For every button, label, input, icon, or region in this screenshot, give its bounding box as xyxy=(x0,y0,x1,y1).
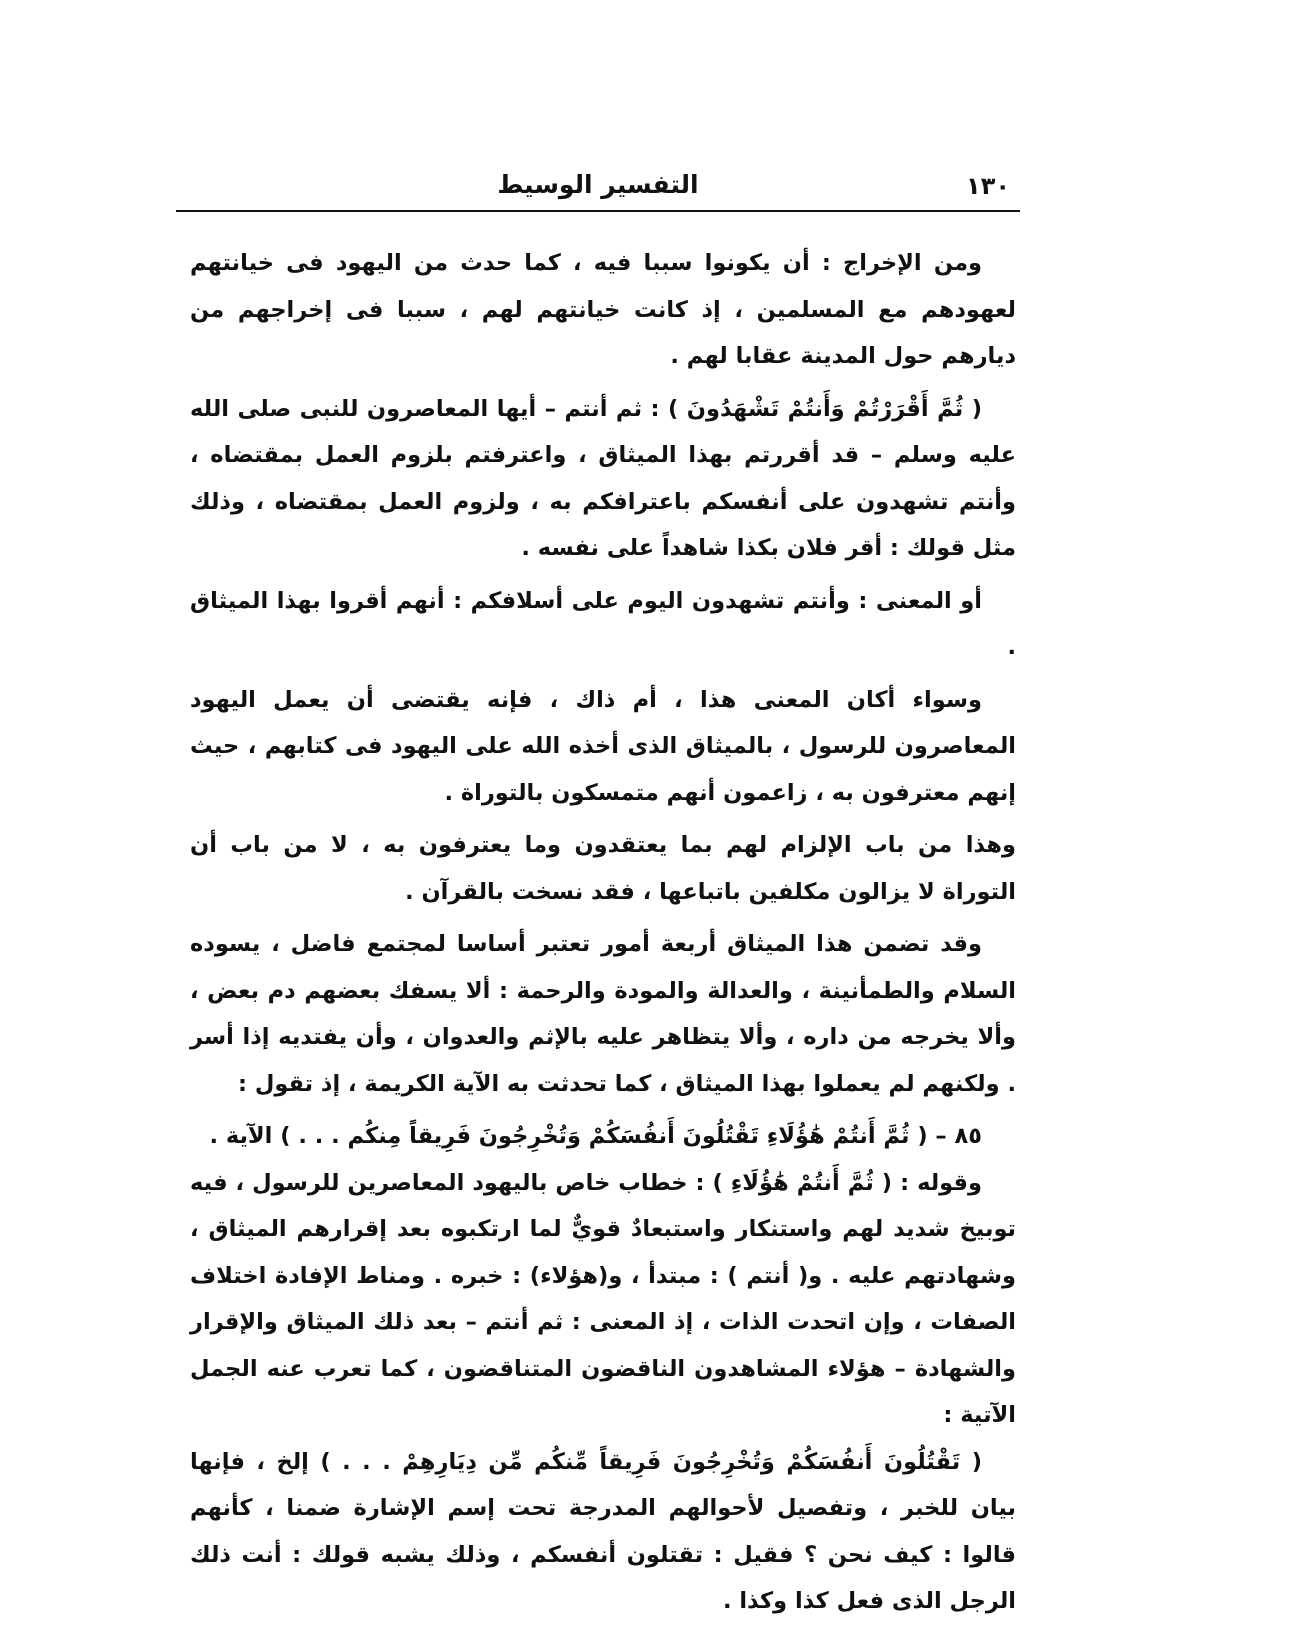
page-number: ١٣٠ xyxy=(966,172,1010,200)
page-header xyxy=(176,168,1020,208)
paragraph: ومن الإخراج : أن يكونوا سببا فيه ، كما حدث من اليهود فى خيانتهم لعهودهم مع المسلمين ، إذ كانت خيانتهم لهم ، سببا فى إخراجهم من ديارهم حول المدينة عقابا لهم . xyxy=(190,250,1016,369)
paragraph: وقد تضمن هذا الميثاق أربعة أمور تعتبر أساسا لمجتمع فاضل ، يسوده السلام والطمأنينة ، والعدالة والمودة والرحمة : ألا يسفك بعضهم دم بعض ، وألا يخرجه من داره ، وألا يتظاهر عليه بالإثم والعدوان ، وأن يفتديه إذا أسر . ولكنهم لم يعملوا بهذا الميثاق ، كما تحدثت به الآية الكريمة ، إذ تقول : xyxy=(190,931,1016,1097)
paragraph: وقوله : ( ثُمَّ أَنتُمْ هَٰؤُلَاءِ ) : خطاب خاص باليهود المعاصرين للرسول ، فيه توبيخ شديد لهم واستنكار واستبعادٌ قويٌّ لما ارتكبوه بعد إقرارهم الميثاق ، وشهادتهم عليه . و( أنتم ) : مبتدأ ، و(هؤلاء) : خبره . ومناط الإفادة اختلاف الصفات ، وإن اتحدت الذات ، إذ المعنى : ثم أنتم – بعد ذلك الميثاق والإقرار والشهادة – هؤلاء المشاهدون الناقضون المتناقضون ، كما تعرب عنه الجمل الآتية : xyxy=(190,1169,1016,1428)
paragraph: وهذا من باب الإلزام لهم بما يعتقدون وما يعترفون به ، لا من باب أن التوراة لا يزالون مكلفين باتباعها ، فقد نسخت بالقرآن . xyxy=(190,832,1016,905)
running-title: التفسير الوسيط xyxy=(497,170,699,199)
verse-heading: ٨٥ – ( ثُمَّ أَنتُمْ هَٰؤُلَاءِ تَقْتُلُونَ أَنفُسَكُمْ وَتُخْرِجُونَ فَرِيقاً مِنكُم . . . ) الآية . xyxy=(209,1123,982,1149)
header-rule xyxy=(176,210,1020,212)
body-text xyxy=(190,240,1016,1631)
paragraph: ( تَقْتُلُونَ أَنفُسَكُمْ وَتُخْرِجُونَ فَرِيقاً مِّنكُم مِّن دِيَارِهِمْ . . . ) إلخ ، فإنها بيان للخبر ، وتفصيل لأحوالهم المدرجة تحت إسم الإشارة ضمنا ، كأنهم قالوا : كيف نحن ؟ فقيل : تقتلون أنفسكم ، وذلك يشبه قولك : أنت ذلك الرجل الذى فعل كذا وكذا . xyxy=(190,1448,1016,1614)
paragraph: ( ثُمَّ أَقْرَرْتُمْ وَأَنتُمْ تَشْهَدُونَ ) : ثم أنتم – أيها المعاصرون للنبى صلى الله عليه وسلم – قد أقررتم بهذا الميثاق ، واعترفتم بلزوم العمل بمقتضاه ، وأنتم تشهدون على أنفسكم باعترافكم به ، ولزوم العمل بمقتضاه ، وذلك مثل قولك : أقر فلان بكذا شاهداً على نفسه . xyxy=(190,395,1016,561)
paragraph: وسواء أكان المعنى هذا ، أم ذاك ، فإنه يقتضى أن يعمل اليهود المعاصرون للرسول ، بالميثاق الذى أخذه الله على اليهود فى كتابهم ، حيث إنهم معترفون به ، زاعمون أنهم متمسكون بالتوراة . xyxy=(190,686,1016,806)
paragraph: أو المعنى : وأنتم تشهدون اليوم على أسلافكم : أنهم أقروا بهذا الميثاق . xyxy=(190,587,1016,660)
